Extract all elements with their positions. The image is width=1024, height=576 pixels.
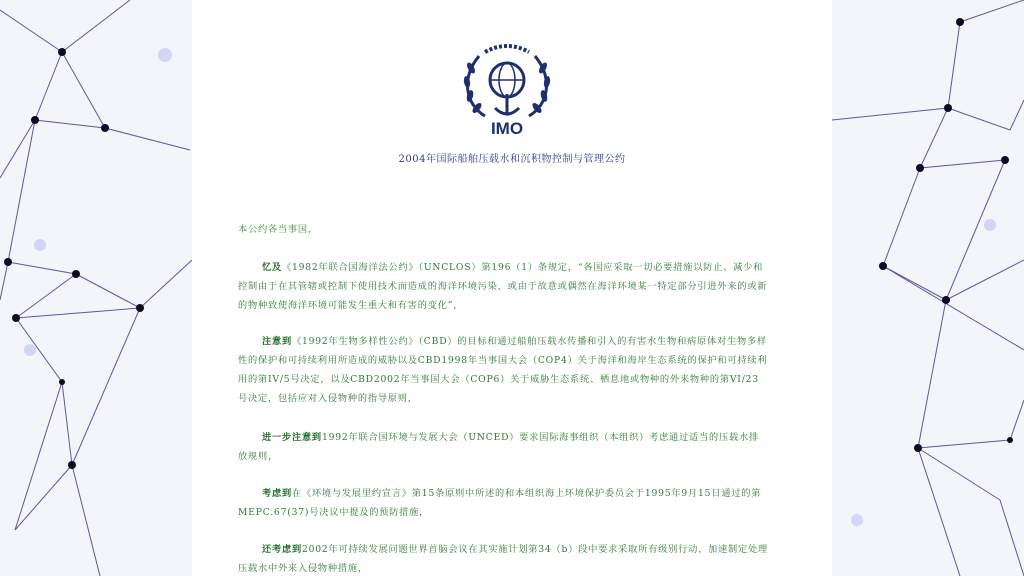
paragraph-recalling (238, 258, 768, 315)
paragraph-further-noting (238, 428, 768, 466)
imo-logo (457, 38, 557, 138)
paragraph-lead: 进一步注意到 (262, 432, 322, 443)
paragraph-text: 在《环境与发展里约宣言》第15条原则中所述的和本组织海上环境保护委员会于1995年9月15日通过的第MEPC.67(37)号决议中提及的预防措施， (238, 488, 762, 518)
paragraph-text: 《1992年生物多样性公约》（CBD）的目标和通过船舶压载水传播和引入的有害水生物和病原体对生物多样性的保护和可持续利用所造成的威胁以及CBD1998年当事国大会（COP4）关于海洋和海岸生态系统的保护和可持续利用的第IV/5号决定，以及CBD2002年当事国大会（COP6）关于威胁生态系统、栖息地或物种的外来物种的第VI/23号决定，包括应对入侵物种的指导原则， (238, 336, 768, 404)
paragraph-lead: 注意到 (262, 336, 292, 347)
paragraph-considering (238, 484, 768, 522)
document-title: 2004年国际船舶压载水和沉积物控制与管理公约 (398, 154, 626, 165)
paragraph-also-considering (238, 540, 768, 576)
document-page (192, 0, 832, 576)
paragraph-text: 《1982年联合国海洋法公约》（UNCLOS）第196（1）条规定，“各国应采取一切必要措施以防止、减少和控制由于在其管辖或控制下使用技术而造成的海洋环境污染，或由于故意或偶然在海洋环境某一特定部分引进外来的或新的物种致使海洋环境可能发生重大和有害的变化”， (238, 262, 768, 311)
paragraph-text: 2002年可持续发展问题世界首脑会议在其实施计划第34（b）段中要求采取所有级别行动、加速制定处理压载水中外来入侵物种措施， (238, 544, 768, 574)
intro-line: 本公约各当事国， (238, 224, 318, 235)
paragraph-lead: 还考虑到 (262, 544, 302, 555)
paragraph-text: 1992年联合国环境与发展大会（UNCED）要求国际海事组织（本组织）考虑通过适当的压载水排放规则， (238, 432, 759, 462)
paragraph-lead: 忆及 (262, 262, 282, 273)
logo-text: IMO (490, 119, 524, 138)
paragraph-noting (238, 332, 768, 408)
paragraph-lead: 考虑到 (262, 488, 292, 499)
